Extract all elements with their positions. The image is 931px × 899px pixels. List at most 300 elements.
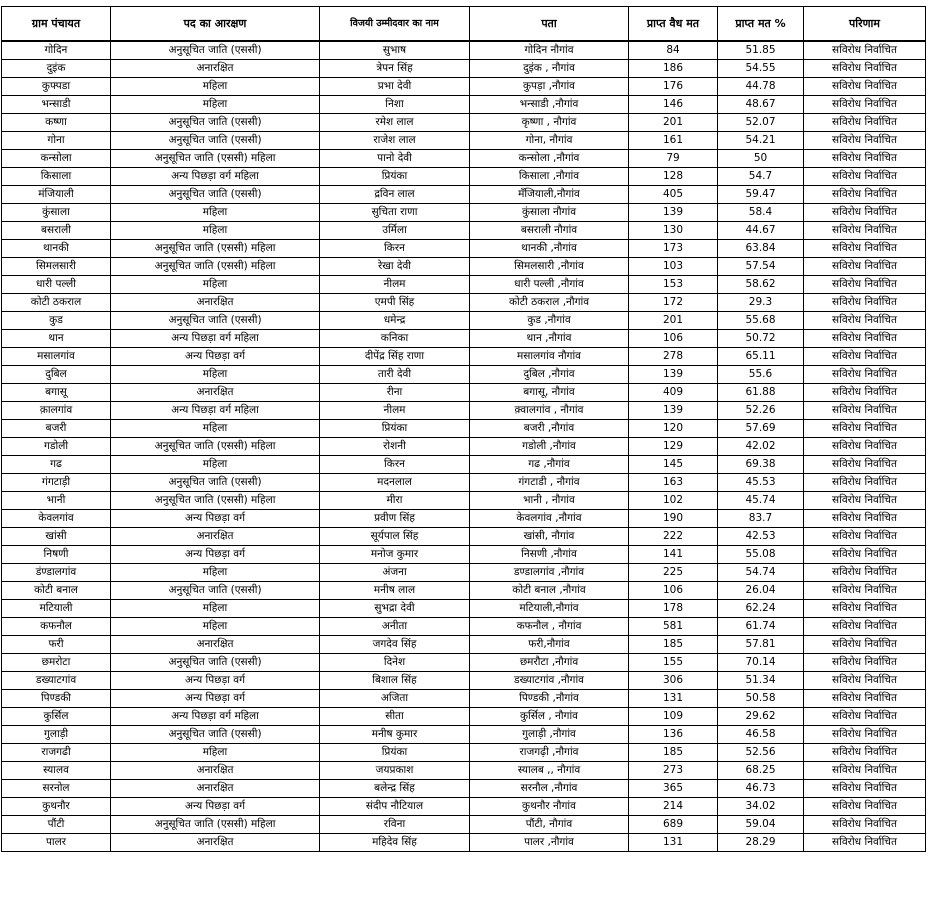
cell-winner-name: सीता xyxy=(320,708,470,726)
cell-gram-panchayat: पालर xyxy=(2,834,111,852)
cell-winner-name: रीना xyxy=(320,384,470,402)
cell-result: सविरोध निर्वाचित xyxy=(804,762,926,780)
cell-result: सविरोध निर्वाचित xyxy=(804,276,926,294)
header-winner-name: विजयी उम्मीदवार का नाम xyxy=(320,7,470,42)
cell-vote-percent: 45.53 xyxy=(718,474,804,492)
cell-gram-panchayat: छमरोटा xyxy=(2,654,111,672)
cell-reservation: अनारक्षित xyxy=(111,528,320,546)
cell-vote-percent: 55.08 xyxy=(718,546,804,564)
cell-reservation: महिला xyxy=(111,204,320,222)
table-row xyxy=(2,744,926,762)
cell-winner-name: अनीता xyxy=(320,618,470,636)
cell-gram-panchayat: कोटी ठकराल xyxy=(2,294,111,312)
cell-winner-name: उर्मिला xyxy=(320,222,470,240)
cell-address: कन्सोला ,नौगांव xyxy=(470,150,629,168)
cell-vote-percent: 45.74 xyxy=(718,492,804,510)
cell-result: सविरोध निर्वाचित xyxy=(804,132,926,150)
cell-result: सविरोध निर्वाचित xyxy=(804,582,926,600)
table-row xyxy=(2,636,926,654)
cell-vote-percent: 65.11 xyxy=(718,348,804,366)
cell-reservation: अनुसूचित जाति (एससी) xyxy=(111,186,320,204)
cell-address: बजरी ,नौगांव xyxy=(470,420,629,438)
cell-vote-percent: 44.67 xyxy=(718,222,804,240)
cell-winner-name: रेखा देवी xyxy=(320,258,470,276)
cell-result: सविरोध निर्वाचित xyxy=(804,222,926,240)
cell-valid-votes: 163 xyxy=(629,474,718,492)
cell-gram-panchayat: बसराली xyxy=(2,222,111,240)
cell-valid-votes: 278 xyxy=(629,348,718,366)
cell-valid-votes: 139 xyxy=(629,402,718,420)
cell-valid-votes: 130 xyxy=(629,222,718,240)
cell-winner-name: प्रियंका xyxy=(320,420,470,438)
cell-vote-percent: 54.21 xyxy=(718,132,804,150)
cell-vote-percent: 54.74 xyxy=(718,564,804,582)
table-row xyxy=(2,798,926,816)
cell-winner-name: सुभद्रा देवी xyxy=(320,600,470,618)
table-row xyxy=(2,312,926,330)
cell-valid-votes: 84 xyxy=(629,41,718,60)
cell-winner-name: नीलम xyxy=(320,276,470,294)
cell-vote-percent: 57.69 xyxy=(718,420,804,438)
cell-reservation: अनारक्षित xyxy=(111,60,320,78)
cell-address: किसाला ,नौगांव xyxy=(470,168,629,186)
cell-result: सविरोध निर्वाचित xyxy=(804,294,926,312)
cell-vote-percent: 57.54 xyxy=(718,258,804,276)
cell-vote-percent: 58.62 xyxy=(718,276,804,294)
cell-reservation: अन्य पिछड़ा वर्ग xyxy=(111,672,320,690)
cell-reservation: महिला xyxy=(111,420,320,438)
cell-valid-votes: 131 xyxy=(629,834,718,852)
cell-address: कफनौल , नौगांव xyxy=(470,618,629,636)
cell-address: कृष्णा , नौगांव xyxy=(470,114,629,132)
cell-address: कोटी बनाल ,नौगांव xyxy=(470,582,629,600)
cell-gram-panchayat: मटियाली xyxy=(2,600,111,618)
cell-reservation: अनुसूचित जाति (एससी) महिला xyxy=(111,492,320,510)
cell-gram-panchayat: खांसी xyxy=(2,528,111,546)
cell-winner-name: पानो देवी xyxy=(320,150,470,168)
table-row xyxy=(2,510,926,528)
cell-vote-percent: 44.78 xyxy=(718,78,804,96)
table-row xyxy=(2,780,926,798)
cell-valid-votes: 581 xyxy=(629,618,718,636)
cell-address: पालर ,नौगांव xyxy=(470,834,629,852)
cell-gram-panchayat: कफनौल xyxy=(2,618,111,636)
table-row xyxy=(2,96,926,114)
cell-valid-votes: 109 xyxy=(629,708,718,726)
cell-gram-panchayat: बगासू xyxy=(2,384,111,402)
cell-valid-votes: 106 xyxy=(629,330,718,348)
cell-winner-name: नीलम xyxy=(320,402,470,420)
cell-result: सविरोध निर्वाचित xyxy=(804,636,926,654)
cell-winner-name: सूर्यपाल सिंह xyxy=(320,528,470,546)
cell-valid-votes: 79 xyxy=(629,150,718,168)
cell-vote-percent: 54.7 xyxy=(718,168,804,186)
cell-winner-name: प्रवीण सिंह xyxy=(320,510,470,528)
cell-gram-panchayat: पौंटी xyxy=(2,816,111,834)
cell-address: कुंसाला नौगांव xyxy=(470,204,629,222)
cell-winner-name: बिशाल सिंह xyxy=(320,672,470,690)
cell-result: सविरोध निर्वाचित xyxy=(804,330,926,348)
header-gram-panchayat: ग्राम पंचायत xyxy=(2,7,111,42)
cell-result: सविरोध निर्वाचित xyxy=(804,492,926,510)
cell-reservation: महिला xyxy=(111,744,320,762)
table-body xyxy=(2,41,926,852)
cell-reservation: अनारक्षित xyxy=(111,294,320,312)
cell-vote-percent: 34.02 xyxy=(718,798,804,816)
cell-winner-name: द्रविन लाल xyxy=(320,186,470,204)
cell-valid-votes: 214 xyxy=(629,798,718,816)
cell-vote-percent: 51.85 xyxy=(718,41,804,60)
cell-result: सविरोध निर्वाचित xyxy=(804,204,926,222)
table-row xyxy=(2,114,926,132)
cell-gram-panchayat: कुड xyxy=(2,312,111,330)
cell-gram-panchayat: गंगटाड़ी xyxy=(2,474,111,492)
cell-valid-votes: 102 xyxy=(629,492,718,510)
cell-gram-panchayat: कुथनौर xyxy=(2,798,111,816)
cell-gram-panchayat: डंण्डालगांव xyxy=(2,564,111,582)
cell-winner-name: निशा xyxy=(320,96,470,114)
cell-valid-votes: 103 xyxy=(629,258,718,276)
cell-valid-votes: 178 xyxy=(629,600,718,618)
cell-gram-panchayat: कन्सोला xyxy=(2,150,111,168)
cell-result: सविरोध निर्वाचित xyxy=(804,312,926,330)
cell-address: कुर्सिल , नौगांव xyxy=(470,708,629,726)
cell-winner-name: सुभाष xyxy=(320,41,470,60)
cell-result: सविरोध निर्वाचित xyxy=(804,708,926,726)
cell-vote-percent: 52.26 xyxy=(718,402,804,420)
cell-vote-percent: 46.73 xyxy=(718,780,804,798)
cell-gram-panchayat: गोदिन xyxy=(2,41,111,60)
cell-result: सविरोध निर्वाचित xyxy=(804,780,926,798)
cell-vote-percent: 42.02 xyxy=(718,438,804,456)
cell-reservation: महिला xyxy=(111,276,320,294)
table-row xyxy=(2,330,926,348)
cell-result: सविरोध निर्वाचित xyxy=(804,744,926,762)
cell-valid-votes: 139 xyxy=(629,366,718,384)
table-row xyxy=(2,528,926,546)
cell-reservation: महिला xyxy=(111,564,320,582)
cell-result: सविरोध निर्वाचित xyxy=(804,168,926,186)
table-row xyxy=(2,348,926,366)
cell-result: सविरोध निर्वाचित xyxy=(804,420,926,438)
cell-vote-percent: 42.53 xyxy=(718,528,804,546)
table-row xyxy=(2,240,926,258)
table-row xyxy=(2,258,926,276)
cell-address: केवलगांव ,नौगांव xyxy=(470,510,629,528)
table-row xyxy=(2,222,926,240)
cell-address: गडोली ,नौगांव xyxy=(470,438,629,456)
cell-gram-panchayat: पिण्डकी xyxy=(2,690,111,708)
table-row xyxy=(2,474,926,492)
cell-valid-votes: 145 xyxy=(629,456,718,474)
cell-vote-percent: 59.47 xyxy=(718,186,804,204)
cell-valid-votes: 120 xyxy=(629,420,718,438)
cell-address: क़्वालगांव , नौगांव xyxy=(470,402,629,420)
cell-gram-panchayat: क़ालगांव xyxy=(2,402,111,420)
table-row xyxy=(2,546,926,564)
cell-winner-name: अंजना xyxy=(320,564,470,582)
cell-winner-name: जयप्रकाश xyxy=(320,762,470,780)
cell-winner-name: मनोज कुमार xyxy=(320,546,470,564)
cell-reservation: महिला xyxy=(111,600,320,618)
cell-address: निसणी ,नौगांव xyxy=(470,546,629,564)
cell-winner-name: मनीष कुमार xyxy=(320,726,470,744)
cell-reservation: अनारक्षित xyxy=(111,834,320,852)
table-row xyxy=(2,834,926,852)
cell-reservation: महिला xyxy=(111,618,320,636)
cell-result: सविरोध निर्वाचित xyxy=(804,60,926,78)
cell-gram-panchayat: गोना xyxy=(2,132,111,150)
table-row xyxy=(2,600,926,618)
cell-reservation: अनारक्षित xyxy=(111,636,320,654)
cell-reservation: अनारक्षित xyxy=(111,384,320,402)
cell-reservation: अन्य पिछड़ा वर्ग महिला xyxy=(111,708,320,726)
cell-gram-panchayat: कुंसाला xyxy=(2,204,111,222)
cell-reservation: अनुसूचित जाति (एससी) xyxy=(111,312,320,330)
cell-address: गोदिन नौगांव xyxy=(470,41,629,60)
cell-gram-panchayat: कुर्सिल xyxy=(2,708,111,726)
cell-gram-panchayat: बजरी xyxy=(2,420,111,438)
cell-result: सविरोध निर्वाचित xyxy=(804,546,926,564)
cell-result: सविरोध निर्वाचित xyxy=(804,150,926,168)
cell-address: भन्साडी ,नौगांव xyxy=(470,96,629,114)
cell-winner-name: प्रियंका xyxy=(320,168,470,186)
cell-reservation: अनुसूचित जाति (एससी) xyxy=(111,726,320,744)
cell-address: गुलाड़ी ,नौगांव xyxy=(470,726,629,744)
cell-gram-panchayat: गढ xyxy=(2,456,111,474)
cell-valid-votes: 365 xyxy=(629,780,718,798)
table-row xyxy=(2,618,926,636)
results-table xyxy=(1,6,926,852)
cell-address: कुथनौर नौगांव xyxy=(470,798,629,816)
cell-gram-panchayat: फरी xyxy=(2,636,111,654)
cell-gram-panchayat: थानकी xyxy=(2,240,111,258)
cell-reservation: अनुसूचित जाति (एससी) महिला xyxy=(111,816,320,834)
cell-winner-name: रविना xyxy=(320,816,470,834)
cell-result: सविरोध निर्वाचित xyxy=(804,654,926,672)
cell-winner-name: रमेश लाल xyxy=(320,114,470,132)
cell-vote-percent: 70.14 xyxy=(718,654,804,672)
cell-reservation: अनुसूचित जाति (एससी) xyxy=(111,474,320,492)
cell-reservation: अनुसूचित जाति (एससी) महिला xyxy=(111,258,320,276)
cell-address: पिण्डकी ,नौगांव xyxy=(470,690,629,708)
cell-result: सविरोध निर्वाचित xyxy=(804,726,926,744)
table-row xyxy=(2,132,926,150)
cell-address: डख्याटगांव ,नौगांव xyxy=(470,672,629,690)
cell-gram-panchayat: दुइंक xyxy=(2,60,111,78)
cell-valid-votes: 273 xyxy=(629,762,718,780)
cell-winner-name: बलेन्द्र सिंह xyxy=(320,780,470,798)
cell-winner-name: जगदेव सिंह xyxy=(320,636,470,654)
cell-gram-panchayat: थान xyxy=(2,330,111,348)
cell-vote-percent: 55.68 xyxy=(718,312,804,330)
cell-valid-votes: 172 xyxy=(629,294,718,312)
cell-vote-percent: 29.62 xyxy=(718,708,804,726)
cell-winner-name: धमेन्द्र xyxy=(320,312,470,330)
cell-winner-name: किरन xyxy=(320,240,470,258)
cell-gram-panchayat: सिमलसारी xyxy=(2,258,111,276)
cell-result: सविरोध निर्वाचित xyxy=(804,78,926,96)
cell-address: फरी,नौगांव xyxy=(470,636,629,654)
table-row xyxy=(2,438,926,456)
cell-result: सविरोध निर्वाचित xyxy=(804,240,926,258)
header-result: परिणाम xyxy=(804,7,926,42)
cell-valid-votes: 146 xyxy=(629,96,718,114)
cell-winner-name: अजिता xyxy=(320,690,470,708)
cell-address: कुपड़ा ,नौगांव xyxy=(470,78,629,96)
table-header xyxy=(2,7,926,42)
cell-reservation: अनुसूचित जाति (एससी) महिला xyxy=(111,150,320,168)
cell-gram-panchayat: राजगढी xyxy=(2,744,111,762)
table-row xyxy=(2,168,926,186)
cell-valid-votes: 222 xyxy=(629,528,718,546)
cell-address: दुइंक , नौगांव xyxy=(470,60,629,78)
table-row xyxy=(2,186,926,204)
cell-valid-votes: 128 xyxy=(629,168,718,186)
table-row xyxy=(2,762,926,780)
cell-valid-votes: 173 xyxy=(629,240,718,258)
cell-vote-percent: 61.88 xyxy=(718,384,804,402)
cell-reservation: अन्य पिछड़ा वर्ग xyxy=(111,798,320,816)
cell-gram-panchayat: भन्साडी xyxy=(2,96,111,114)
cell-vote-percent: 54.55 xyxy=(718,60,804,78)
cell-winner-name: रोशनी xyxy=(320,438,470,456)
cell-vote-percent: 52.07 xyxy=(718,114,804,132)
cell-address: भानी , नौगांव xyxy=(470,492,629,510)
cell-valid-votes: 106 xyxy=(629,582,718,600)
cell-result: सविरोध निर्वाचित xyxy=(804,348,926,366)
cell-valid-votes: 186 xyxy=(629,60,718,78)
cell-gram-panchayat: दुबिल xyxy=(2,366,111,384)
table-row xyxy=(2,402,926,420)
cell-valid-votes: 185 xyxy=(629,636,718,654)
cell-address: थान ,नौगांव xyxy=(470,330,629,348)
cell-winner-name: दीपेंद्र सिंह राणा xyxy=(320,348,470,366)
cell-winner-name: मदनलाल xyxy=(320,474,470,492)
cell-reservation: अन्य पिछड़ा वर्ग xyxy=(111,348,320,366)
cell-winner-name: तारी देवी xyxy=(320,366,470,384)
cell-vote-percent: 83.7 xyxy=(718,510,804,528)
cell-gram-panchayat: निषणी xyxy=(2,546,111,564)
cell-result: सविरोध निर्वाचित xyxy=(804,402,926,420)
cell-gram-panchayat: गडोली xyxy=(2,438,111,456)
cell-result: सविरोध निर्वाचित xyxy=(804,456,926,474)
cell-winner-name: प्रभा देवी xyxy=(320,78,470,96)
cell-result: सविरोध निर्वाचित xyxy=(804,564,926,582)
header-valid-votes: प्राप्त वैध मत xyxy=(629,7,718,42)
cell-result: सविरोध निर्वाचित xyxy=(804,834,926,852)
cell-gram-panchayat: भानी xyxy=(2,492,111,510)
cell-address: गोना, नौगांव xyxy=(470,132,629,150)
cell-gram-panchayat: मसालगांव xyxy=(2,348,111,366)
cell-result: सविरोध निर्वाचित xyxy=(804,114,926,132)
cell-gram-panchayat: डख्याटगांव xyxy=(2,672,111,690)
cell-gram-panchayat: सरनोल xyxy=(2,780,111,798)
cell-result: सविरोध निर्वाचित xyxy=(804,438,926,456)
cell-reservation: महिला xyxy=(111,96,320,114)
cell-vote-percent: 50.72 xyxy=(718,330,804,348)
header-reservation: पद का आरक्षण xyxy=(111,7,320,42)
cell-address: बगासू, नौगांव xyxy=(470,384,629,402)
cell-result: सविरोध निर्वाचित xyxy=(804,474,926,492)
cell-address: पौंटी, नौगांव xyxy=(470,816,629,834)
cell-valid-votes: 161 xyxy=(629,132,718,150)
cell-reservation: अन्य पिछड़ा वर्ग महिला xyxy=(111,330,320,348)
cell-winner-name: किरन xyxy=(320,456,470,474)
cell-reservation: अनुसूचित जाति (एससी) महिला xyxy=(111,240,320,258)
cell-reservation: अनुसूचित जाति (एससी) महिला xyxy=(111,438,320,456)
table-row xyxy=(2,690,926,708)
cell-winner-name: दिनेश xyxy=(320,654,470,672)
table-row xyxy=(2,420,926,438)
table-row xyxy=(2,384,926,402)
cell-valid-votes: 129 xyxy=(629,438,718,456)
header-row xyxy=(2,7,926,42)
cell-address: राजगढ़ी ,नौगांव xyxy=(470,744,629,762)
cell-address: सरनौल ,नौगांव xyxy=(470,780,629,798)
cell-result: सविरोध निर्वाचित xyxy=(804,510,926,528)
cell-result: सविरोध निर्वाचित xyxy=(804,258,926,276)
cell-reservation: अन्य पिछड़ा वर्ग महिला xyxy=(111,168,320,186)
cell-reservation: अन्य पिछड़ा वर्ग xyxy=(111,690,320,708)
table-row xyxy=(2,708,926,726)
cell-vote-percent: 61.74 xyxy=(718,618,804,636)
cell-address: कुड ,नौगांव xyxy=(470,312,629,330)
table-row xyxy=(2,456,926,474)
cell-result: सविरोध निर्वाचित xyxy=(804,41,926,60)
table-row xyxy=(2,672,926,690)
cell-vote-percent: 55.6 xyxy=(718,366,804,384)
cell-vote-percent: 57.81 xyxy=(718,636,804,654)
table-row xyxy=(2,150,926,168)
cell-vote-percent: 68.25 xyxy=(718,762,804,780)
cell-gram-panchayat: केवलगांव xyxy=(2,510,111,528)
cell-result: सविरोध निर्वाचित xyxy=(804,384,926,402)
cell-valid-votes: 176 xyxy=(629,78,718,96)
cell-valid-votes: 405 xyxy=(629,186,718,204)
cell-vote-percent: 46.58 xyxy=(718,726,804,744)
cell-winner-name: एमपी सिंह xyxy=(320,294,470,312)
cell-valid-votes: 225 xyxy=(629,564,718,582)
cell-reservation: अनारक्षित xyxy=(111,762,320,780)
cell-address: थानकी ,नौगांव xyxy=(470,240,629,258)
table-row xyxy=(2,654,926,672)
cell-vote-percent: 58.4 xyxy=(718,204,804,222)
cell-address: डण्डालगांव ,नौगांव xyxy=(470,564,629,582)
table-row xyxy=(2,60,926,78)
cell-vote-percent: 26.04 xyxy=(718,582,804,600)
table-row xyxy=(2,294,926,312)
cell-address: गंगटाडी , नौगांव xyxy=(470,474,629,492)
table-row xyxy=(2,276,926,294)
cell-result: सविरोध निर्वाचित xyxy=(804,366,926,384)
cell-reservation: अनुसूचित जाति (एससी) xyxy=(111,654,320,672)
cell-reservation: महिला xyxy=(111,222,320,240)
cell-winner-name: मीरा xyxy=(320,492,470,510)
cell-reservation: अनुसूचित जाति (एससी) xyxy=(111,41,320,60)
cell-valid-votes: 185 xyxy=(629,744,718,762)
cell-gram-panchayat: धारी पल्ली xyxy=(2,276,111,294)
cell-address: मँजियाली,नौगांव xyxy=(470,186,629,204)
cell-address: मटियाली,नौगांव xyxy=(470,600,629,618)
cell-valid-votes: 689 xyxy=(629,816,718,834)
table-row xyxy=(2,564,926,582)
cell-address: खांसी, नौगांव xyxy=(470,528,629,546)
table-row xyxy=(2,204,926,222)
cell-vote-percent: 69.38 xyxy=(718,456,804,474)
cell-valid-votes: 141 xyxy=(629,546,718,564)
table-row xyxy=(2,816,926,834)
